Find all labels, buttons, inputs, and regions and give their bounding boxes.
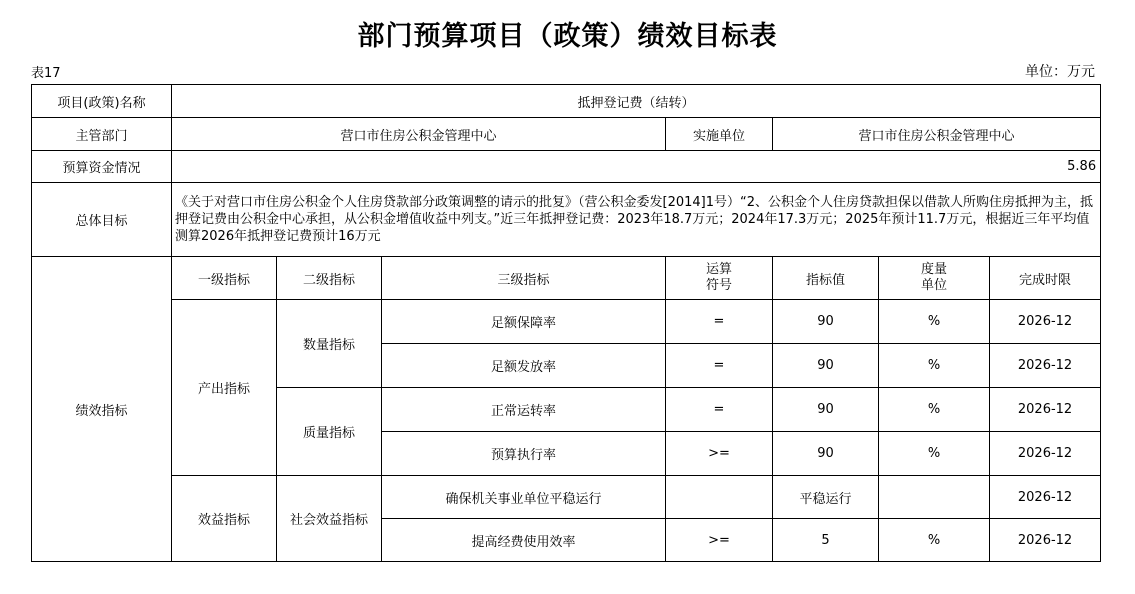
table-row: [32, 300, 1101, 344]
goal-row: [32, 183, 1101, 257]
indicator-op: [666, 476, 773, 519]
header-unit-line1: 度量: [920, 262, 947, 277]
indicator-op: =: [666, 344, 773, 388]
indicator-value: 90: [773, 300, 879, 344]
indicator-op: >=: [666, 519, 773, 562]
project-name-value: 抵押登记费（结转）: [172, 85, 1101, 118]
indicator-value: 90: [773, 432, 879, 476]
indicator-op: >=: [666, 432, 773, 476]
dept-value: 营口市住房公积金管理中心: [172, 118, 666, 151]
indicator-value: 90: [773, 344, 879, 388]
indicator-name: 足额保障率: [382, 300, 666, 344]
header-operator: [666, 257, 773, 300]
performance-table: [31, 84, 1101, 562]
impl-unit-value: 营口市住房公积金管理中心: [773, 118, 1101, 151]
project-name-row: [32, 85, 1101, 118]
indicator-value: 平稳运行: [773, 476, 879, 519]
header-deadline: 完成时限: [990, 257, 1101, 300]
header-unit-line2: 单位: [920, 278, 947, 293]
header-unit: [879, 257, 990, 300]
goal-text: 《关于对营口市住房公积金个人住房贷款部分政策调整的请示的批复》（营公积金委发[2014]1号）“2、公积金个人住房贷款担保以借款人所购住房抵押为主，抵押登记费由公积金中心承担，从公积金增值收益中列支。”近三年抵押登记费：2023年18.7万元；2024年17.3万元；2025年预计11.7万元，根据近三年平均值测算2026年抵押登记费预计16万元: [172, 183, 1101, 257]
indicator-name: 确保机关事业单位平稳运行: [382, 476, 666, 519]
indicator-unit: %: [879, 388, 990, 432]
indicator-name: 足额发放率: [382, 344, 666, 388]
indicator-unit: %: [879, 344, 990, 388]
indicator-value: 90: [773, 388, 879, 432]
indicator-unit: %: [879, 300, 990, 344]
indicator-deadline: 2026-12: [990, 344, 1101, 388]
indicator-deadline: 2026-12: [990, 519, 1101, 562]
funds-label: 预算资金情况: [32, 151, 172, 183]
indicator-name: 提高经费使用效率: [382, 519, 666, 562]
indicator-deadline: 2026-12: [990, 388, 1101, 432]
indicator-unit: [879, 476, 990, 519]
header-value: 指标值: [773, 257, 879, 300]
header-level3: 三级指标: [382, 257, 666, 300]
indicator-op: =: [666, 388, 773, 432]
funds-row: [32, 151, 1101, 183]
header-level2: 二级指标: [277, 257, 382, 300]
header-operator-line1: 运算: [705, 262, 732, 277]
table-number: 表17: [31, 66, 61, 81]
indicator-deadline: 2026-12: [990, 432, 1101, 476]
indicator-value: 5: [773, 519, 879, 562]
indicator-deadline: 2026-12: [990, 476, 1101, 519]
group-output: 产出指标: [172, 300, 277, 476]
header-operator-line2: 符号: [705, 278, 732, 293]
indicator-unit: %: [879, 432, 990, 476]
impl-unit-label: 实施单位: [666, 118, 773, 151]
table-row: [32, 476, 1101, 519]
funds-value: 5.86: [172, 151, 1101, 183]
indicator-op: =: [666, 300, 773, 344]
page-title: 部门预算项目（政策）绩效目标表: [357, 21, 778, 52]
indicator-name: 正常运转率: [382, 388, 666, 432]
indicator-unit: %: [879, 519, 990, 562]
group-social: 社会效益指标: [277, 476, 382, 562]
group-benefit: 效益指标: [172, 476, 277, 562]
group-quantity: 数量指标: [277, 300, 382, 388]
unit-label: 单位：万元: [1025, 64, 1095, 80]
goal-label: 总体目标: [32, 183, 172, 257]
dept-label: 主管部门: [32, 118, 172, 151]
indicator-deadline: 2026-12: [990, 300, 1101, 344]
perf-label: 绩效指标: [32, 257, 172, 562]
project-name-label: 项目(政策)名称: [32, 85, 172, 118]
header-level1: 一级指标: [172, 257, 277, 300]
indicator-name: 预算执行率: [382, 432, 666, 476]
indicator-header-row: [32, 257, 1101, 300]
group-quality: 质量指标: [277, 388, 382, 476]
dept-row: [32, 118, 1101, 151]
